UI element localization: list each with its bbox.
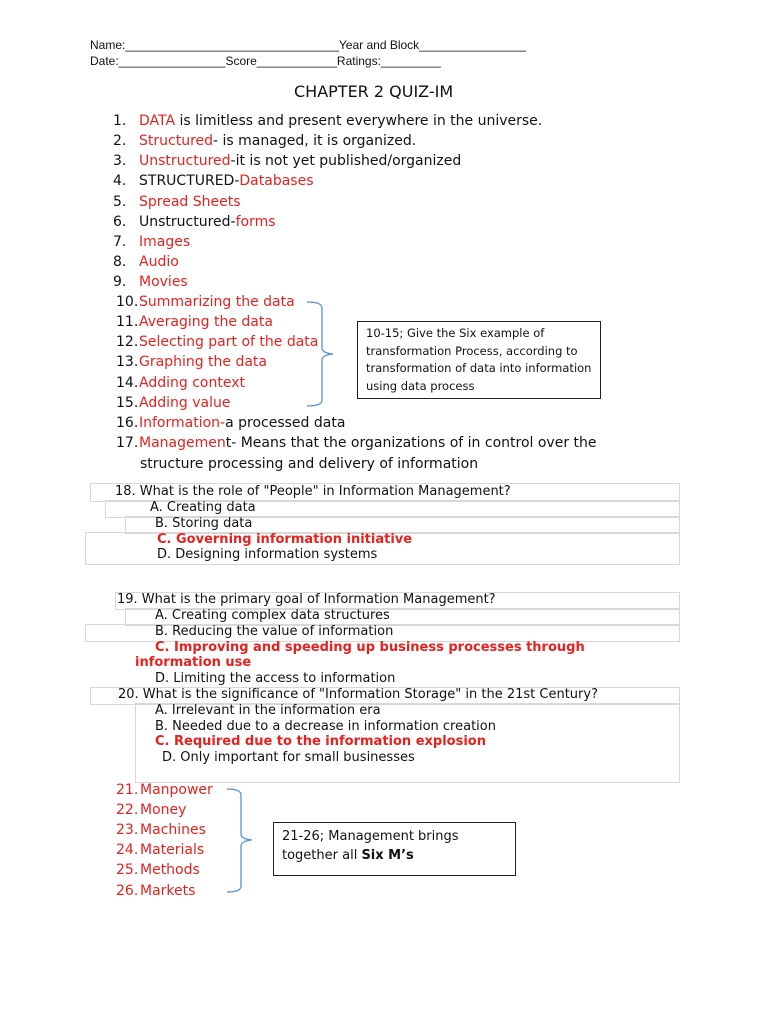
item-number: 7.: [113, 233, 127, 250]
six-m-item: [116, 802, 186, 818]
item-answer: Selecting part of the data: [139, 334, 319, 351]
item-answer: Databases: [239, 173, 314, 190]
six-m-label: Markets: [140, 882, 196, 899]
six-m-item: [116, 842, 204, 858]
six-m-number: 21.: [116, 782, 139, 798]
six-m-number: 24.: [116, 842, 139, 859]
q18-question: 18. What is the role of "People" in Information Management?: [115, 484, 511, 499]
item-number: 4.: [113, 173, 127, 190]
item-answer: Unstructured: [139, 153, 231, 170]
item-number: 8.: [113, 253, 127, 270]
item-prefix: Unstructured-: [139, 213, 236, 230]
q19-option-b: B. Reducing the value of information: [155, 624, 394, 639]
note2-line1: 21-26; Management brings: [282, 829, 459, 844]
date-score-ratings-line: Date:________________Score____________Ratings:_________: [90, 54, 441, 68]
item-answer: Information-: [139, 414, 226, 431]
item-number: 11.: [116, 314, 139, 331]
item-number: 9.: [113, 274, 127, 290]
item-answer: Images: [139, 233, 191, 250]
item-text: a processed data: [225, 414, 346, 431]
six-m-number: 25.: [116, 862, 139, 879]
item-number: 5.: [113, 193, 127, 210]
q20-question: 20. What is the significance of "Information Storage" in the 21st Century?: [118, 687, 598, 702]
six-m-label: Money: [140, 802, 187, 819]
q18-option-b: B. Storing data: [155, 516, 253, 531]
item-answer: DATA: [139, 113, 176, 129]
item-number: 12.: [116, 334, 139, 351]
item-answer: Adding context: [139, 374, 245, 391]
six-m-label: Materials: [140, 842, 205, 859]
note2-six-ms: Six M’s: [361, 848, 414, 863]
item-answer: Graphing the data: [139, 354, 268, 371]
six-m-number: 26.: [116, 882, 139, 899]
name-year-block-line: Name:________________________________Year and Block________________: [90, 38, 526, 52]
page-title: CHAPTER 2 QUIZ-IM: [294, 82, 454, 101]
six-m-item: [116, 883, 195, 899]
item-answer: forms: [235, 213, 276, 230]
item-text: - is managed, it is organized.: [213, 133, 417, 150]
item-number: 10.: [116, 294, 139, 311]
q18-option-d: D. Designing information systems: [157, 547, 378, 562]
brace-items-21-26: [227, 789, 252, 892]
q19-option-d: D. Limiting the access to information: [155, 671, 396, 686]
q20-option-d: D. Only important for small businesses: [162, 750, 415, 765]
six-m-item: [116, 782, 213, 798]
q19-option-a: A. Creating complex data structures: [155, 608, 390, 623]
six-m-number: 23.: [116, 822, 139, 839]
note-items-10-15: 10-15; Give the Six example of transformation Process, according to transformation of data into information using data process: [357, 321, 601, 399]
item-text: is limitless and present everywhere in the universe.: [175, 113, 543, 129]
q20-option-b: B. Needed due to a decrease in information creation: [155, 719, 496, 734]
six-m-item: [116, 862, 200, 878]
q18-option-c-answer: C. Governing information initiative: [157, 532, 413, 547]
item-answer: Spread Sheets: [139, 193, 241, 210]
q20-option-a: A. Irrelevant in the information era: [155, 703, 381, 718]
item-answer: Summarizing the data: [139, 294, 295, 311]
item-answer: Audio: [139, 253, 179, 270]
q18-option-a: A. Creating data: [150, 500, 256, 515]
item-number: 1.: [113, 113, 127, 129]
item-17-continuation: structure processing and delivery of information: [140, 456, 479, 472]
item-text: t- Means that the organizations of in control over the: [225, 434, 597, 451]
q19-question: 19. What is the primary goal of Information Management?: [117, 592, 496, 607]
item-number: 3.: [113, 153, 127, 170]
item-prefix: STRUCTURED-: [139, 173, 240, 190]
item-number: 14.: [116, 374, 139, 391]
item-number: 15.: [116, 394, 139, 411]
brace-items-10-15: [307, 302, 333, 406]
item-answer: Managemen: [139, 434, 226, 451]
item-answer: Movies: [139, 274, 188, 290]
note-items-21-26: [273, 822, 516, 876]
note2-line2: together all: [282, 848, 362, 863]
six-m-label: Machines: [140, 822, 206, 839]
item-answer: Averaging the data: [139, 314, 273, 331]
six-m-number: 22.: [116, 802, 139, 819]
item-number: 2.: [113, 133, 127, 150]
item-number: 17.: [116, 434, 139, 451]
six-m-item: [116, 822, 206, 838]
item-answer: Adding value: [139, 394, 231, 411]
q20-option-c-answer: C. Required due to the information explosion: [155, 734, 486, 749]
item-answer: Structured: [139, 133, 214, 150]
item-number: 16.: [116, 414, 139, 431]
q19-option-c-answer-cont: information use: [135, 655, 252, 670]
six-m-label: Methods: [140, 862, 200, 879]
q19-option-c-answer: C. Improving and speeding up business processes through: [155, 640, 585, 655]
item-number: 13.: [116, 354, 139, 371]
six-m-label: Manpower: [140, 782, 213, 798]
item-number: 6.: [113, 213, 127, 230]
item-text: -it is not yet published/organized: [230, 153, 462, 170]
